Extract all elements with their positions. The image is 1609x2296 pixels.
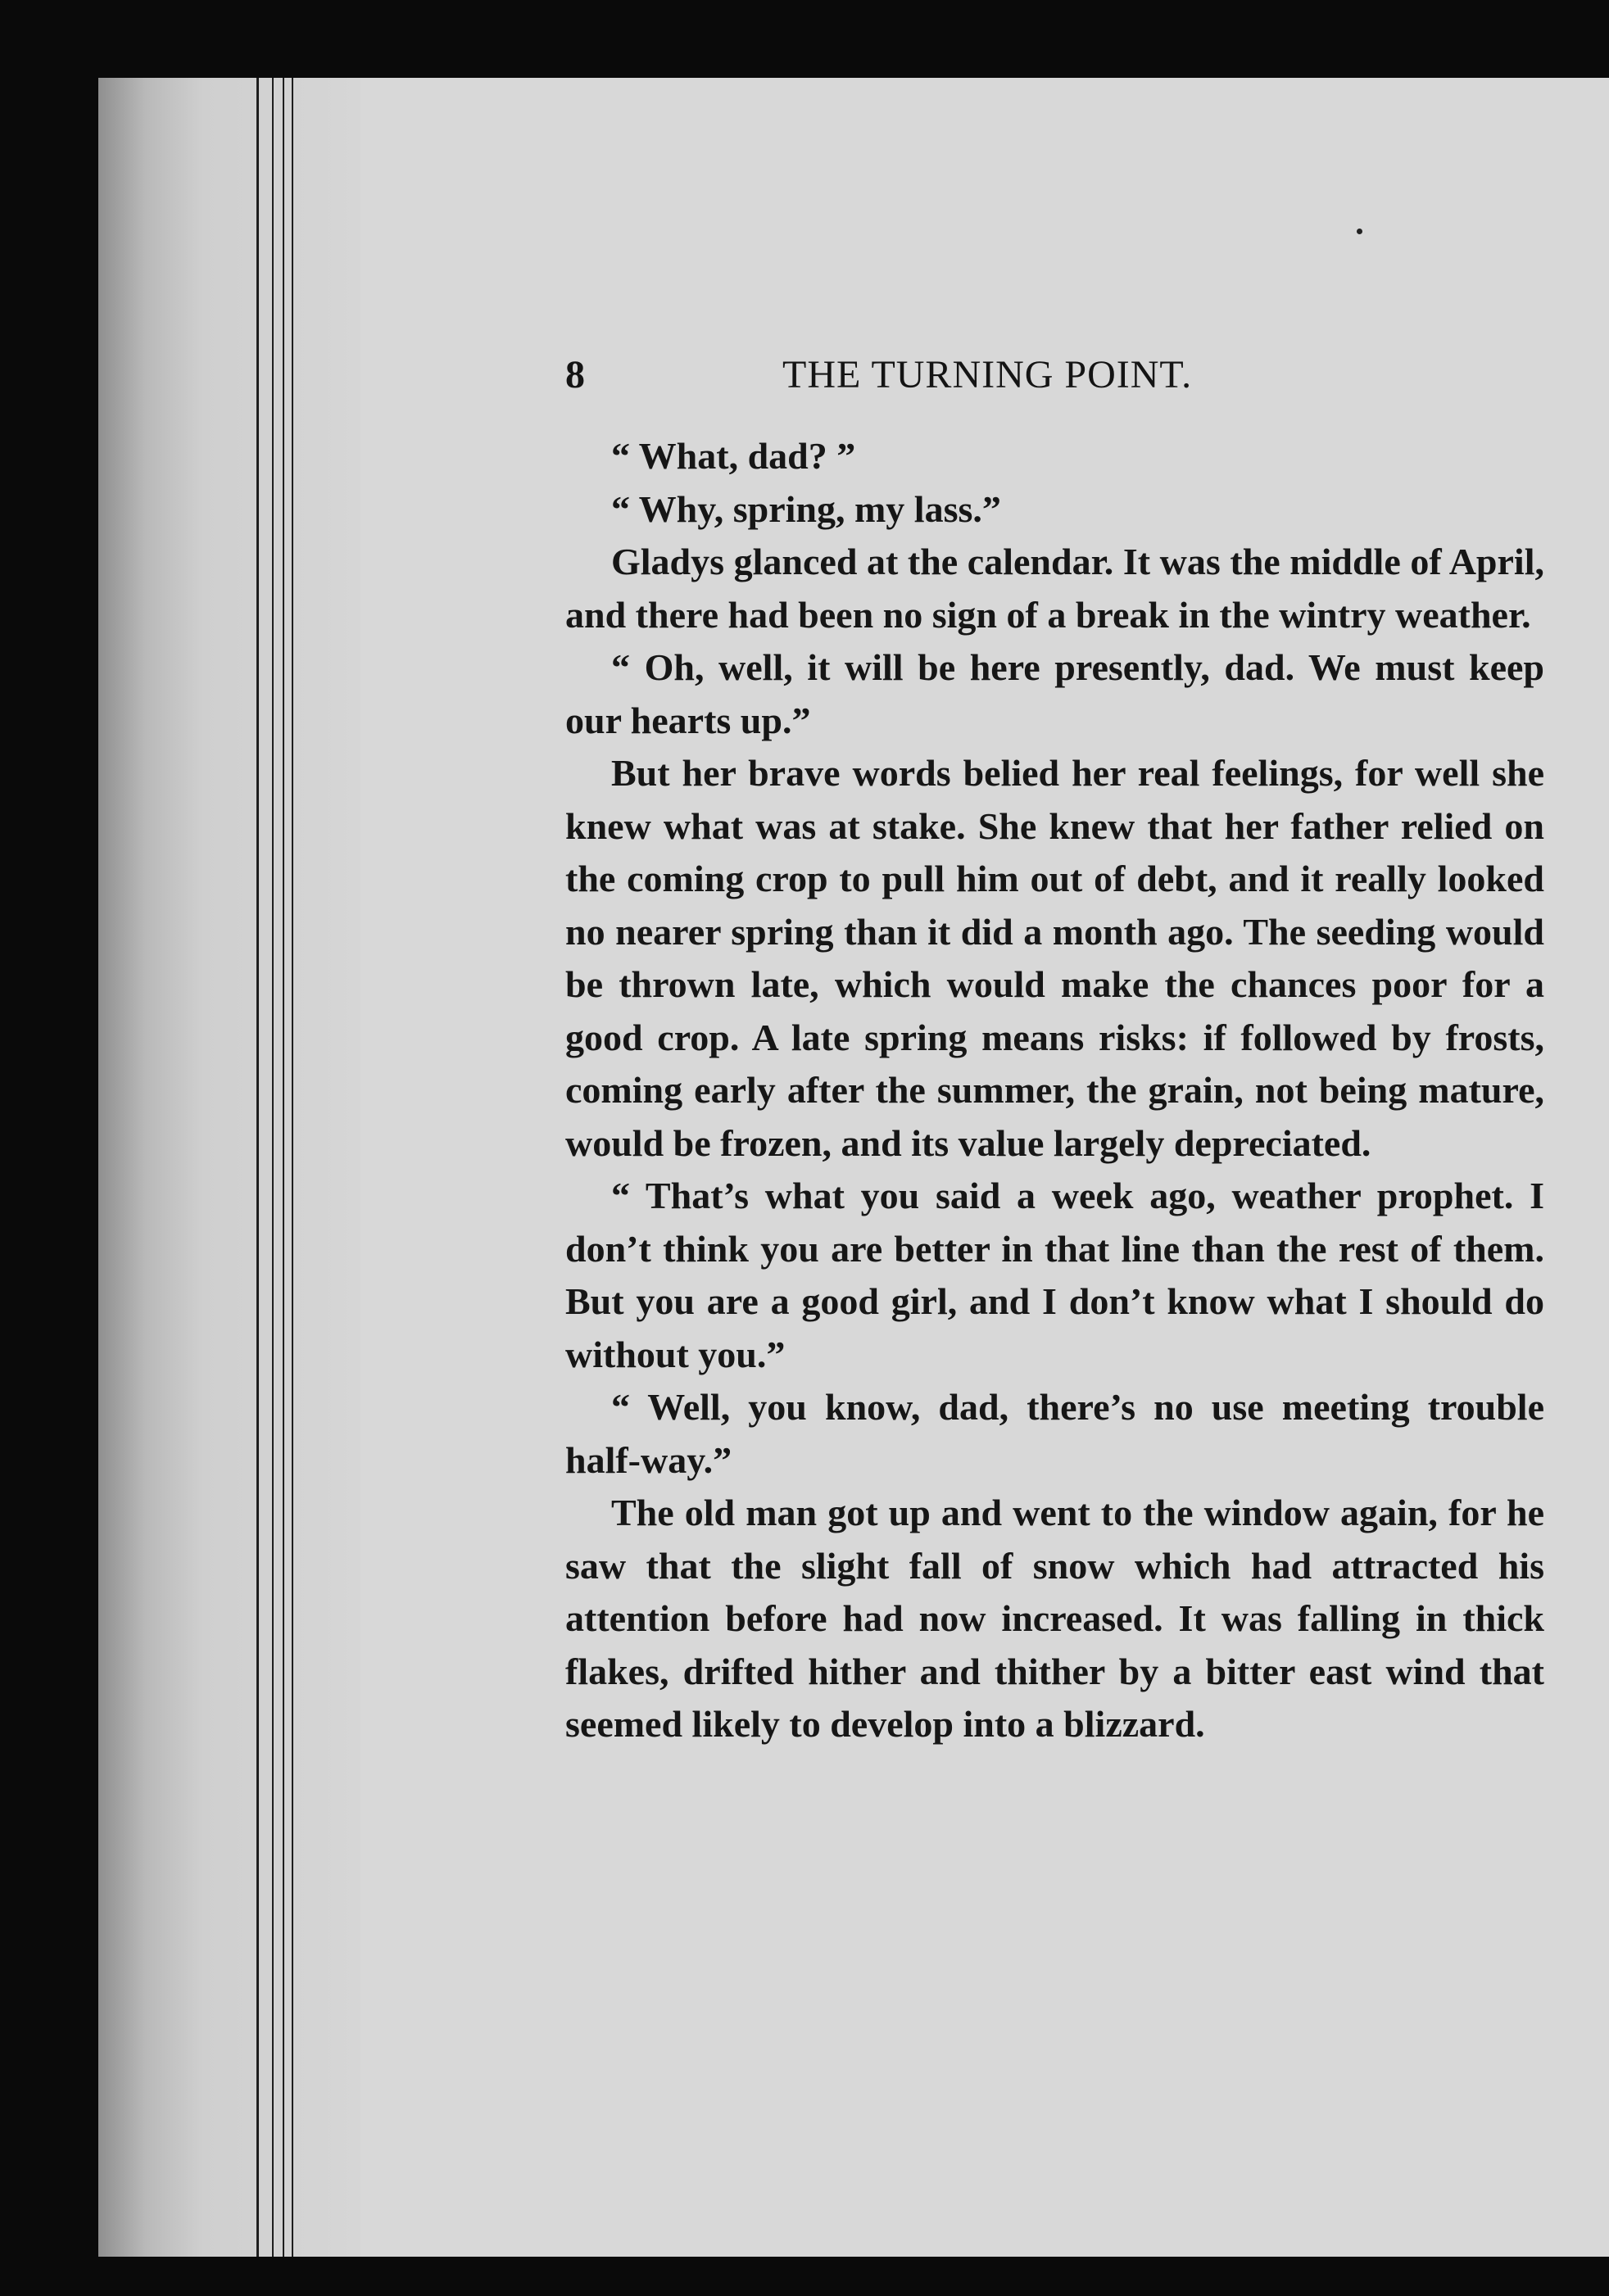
page-edge-line xyxy=(256,78,259,2265)
paragraph: “ Why, spring, my lass.” xyxy=(611,487,1001,530)
page-number: 8 xyxy=(565,353,586,396)
page-edge-line xyxy=(292,78,293,2265)
bottom-shadow xyxy=(98,2257,1609,2296)
paragraph: “ That’s what you said a week ago, weather prophet. I don’t think you are better in that line than the rest of them. But you are a good girl, and I don’t know what I should do without you.” xyxy=(565,1175,1544,1375)
paragraph: But her brave words belied her real feelings, for well she knew what was at stake. She knew that her father relied on the coming crop to pull him out of debt, and it really looked no nearer spring than it did a month ago. The seeding would be thrown late, which would make the chances poor for a good crop. A late spring means risks: if followed by frosts, coming early after the summer, the grain, not being mature, would be frozen, and its value largely depreciated. xyxy=(565,752,1544,1164)
paragraph: “ What, dad? ” xyxy=(611,435,856,477)
paragraph: Gladys glanced at the calendar. It was the middle of April, and there had been no sign of a break in the wintry weather. xyxy=(565,541,1544,636)
page-edge-line xyxy=(283,78,284,2265)
page-edge-line xyxy=(272,78,274,2265)
body-text xyxy=(565,430,1544,1751)
running-head xyxy=(565,352,1544,410)
paragraph: “ Oh, well, it will be here presently, dad. We must keep our hearts up.” xyxy=(565,646,1544,741)
dust-speck xyxy=(1357,229,1362,234)
paragraph: “ Well, you know, dad, there’s no use meeting trouble half-way.” xyxy=(565,1386,1544,1481)
paragraph: The old man got up and went to the window again, for he saw that the slight fall of snow which had attracted his attention before had now increased. It was falling in thick flakes, drifted hither and thither by a bitter east wind that seemed likely to develop into a blizzard. xyxy=(565,1492,1544,1745)
running-title: THE TURNING POINT. xyxy=(782,353,1193,396)
page-edges xyxy=(98,78,360,2265)
